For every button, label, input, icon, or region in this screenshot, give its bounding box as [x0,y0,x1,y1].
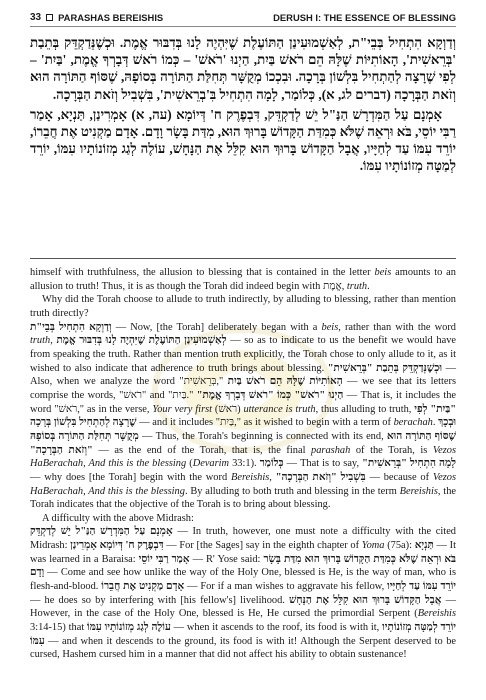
page-number: 33 [30,11,42,23]
hebrew-paragraph: וְדַוְקָא הִתְחִיל בְּבֵי"ת, לְאַשְׁמוּעִינַן הַתּוֹעֶלֶת שֶׁיִּהְיֶה לָנוּ בְּדִבּוּר אֱמֶת. וּכְשֶׁנְּדַקְדֵּק בְּתֵבַת 'בְּרֵאשִׁית', הָאוֹתִיּוֹת שֶׁלָּהּ הֵם רֹאשׁ בַּיִת, הַיְנוּ 'רֹאשׁ' – כְּמוֹ רֹאשׁ דְּבָרְךָ אֱמֶת, 'בַּיִת' – לְפִי שֶׁרָצָה לְהַתְחִיל בִּלְשׁוֹן בְּרָכָה. וּבִכְכוֹ מְקֻשָּׁר תְּחִלַּת הַתּוֹרָה בְּסוֹפָהּ, שֶׁסּוֹף הַתּוֹרָה הוּא וְזֹאת הַבְּרָכָה (דברים לג, א), כְּלוֹמַר, לָמָה הִתְחִיל בִּ'בְרֵאשִׁית', בִּשְׁבִיל וְזֹאת הַבְּרָכָה. [30,35,456,102]
hebrew-paragraph: אָמְנָם עַל הַמִּדְרָשׁ הַנַּ"ל יֵשׁ לְדַקְדֵּק, דִּבְפֶרֶק ח' דְּיוֹמָא (עה, א) אָמְרִינַן, תַּנְיָא, אָמַר רַבִּי יוֹסֵי, בֹּא וּרְאֵה שֶׁלֹּא כְּמִדַּת הַקָּדוֹשׁ בָּרוּךְ הוּא, מִדַּת בָּשָׂר וָדָם. אָדָם מַקְנִיט אֶת חֲבֵרוֹ, יוֹרֵד עִמּוֹ עַד לְחַיָּיו, אֲבָל הַקָּדוֹשׁ בָּרוּךְ הוּא קִלֵּל אֶת הַנָּחָשׁ, עוֹלֶה לְגַג מְזוֹנוֹתָיו עִמּוֹ, יוֹרֵד לְמַטָּה מְזוֹנוֹתָיו עִמּוֹ. [30,106,456,174]
hebrew-text-block [30,34,456,178]
chapter-title: DERUSH I: THE ESSENCE OF BLESSING [273,11,456,23]
english-paragraph: himself with truthfulness, the allusion to blessing that is contained in the letter beis amounts to an allusion to truth! Thus, it is as though the Torah did indeed begin with אֱמֶת, truth. [30,267,456,292]
square-bullet-icon [46,14,53,21]
running-header [30,8,456,27]
section-divider [30,258,456,259]
english-paragraph: Why did the Torah choose to allude to truth indirectly, by alluding to blessing, rather than mention truth directly? [30,294,456,319]
parashah-title: PARASHAS BEREISHIS [58,11,164,23]
header-left [30,12,163,23]
english-paragraph: A difficulty with the above Midrash: [42,512,194,524]
english-paragraph: וְדַוְקָא הִתְחִיל בְּבֵי"ת — Now, [the Torah] deliberately began with a beis, rather than with the word truth, לְאַשְׁמוּעִינַן הַתּוֹעֶלֶת שֶׁיִּהְיֶה לָנוּ בְּדִבּוּר אֱמֶת — so as to indicate to us the benefit we would have from speaking the truth. Rather than mention truth explicitly, the Torah chose to only allude to it, as it wished to also indicate that adherence to truth brings about blessing. וּכְשֶׁנְּדַקְדֵּק בְּתֵבַת "בְּרֵאשִׁית" — Also, when we analyze the word "בְּרֵאשִׁית," הָאוֹתִיּוֹת שֶׁלָּהּ הֵם רֹאשׁ בַּיִת — we see that its letters comprise the words, "רֹאשׁ" and "בַּיִת." הַיְנוּ "רֹאשׁ" כְּמוֹ "רֹאשׁ דְּבָרְךָ אֱמֶת" — That is, it includes the word "רֹאשׁ," as in the verse, Your very first (רֹאשׁ) utterance is truth, thus alluding to truth, "בַּיִת" לְפִי שֶׁרָצָה לְהַתְחִיל בִּלְשׁוֹן בְּרָכָה — and it includes "בַּיִת," as it wished to begin with a term of berachah. וּבְכָךְ מְקֻשָּׁר תְּחִלַּת הַתּוֹרָה בְּסוֹפָהּ — Thus, the Torah's beginning is connected with its end, שֶׁסּוֹף הַתּוֹרָה הוּא "וְזֹאת הַבְּרָכָה" — as the end of the Torah, that is, the final parashah of the Torah, is Vezos HaBerachah, And this is the blessing (Devarim 33:1). כְּלוֹמַר — That is to say, לָמָה הִתְחִיל "בְּרֵאשִׁית" — why does [the Torah] begin with the word Bereishis, בִּשְׁבִיל "וְזֹאת הַבְּרָכָה" — because of Vezos HaBerachah, And this is the blessing. By alluding to both truth and blessing in the term Bereishis, the Torah indicates that the objective of the Torah is to bring about blessing. [30,321,457,511]
english-paragraph: אָמְנָם עַל הַמִּדְרָשׁ הַנַּ"ל יֵשׁ לְדַקְדֵּק — In truth, however, one must note a difficulty with the cited Midrash: דִּבְפֶרֶק ח' דְּיוֹמָא אָמְרִינַן — For [the Sages] say in the eighth chapter of Yoma (75a): תַּנְיָא — It was learned in a Baraisa: אָמַר רַבִּי יוֹסֵי — R' Yose said: בֹּא וּרְאֵה שֶׁלֹּא כְּמִדַּת הַקָּדוֹשׁ בָּרוּךְ הוּא מִדַּת בָּשָׂר וָדָם — Come and see how unlike the way of the Holy One, blessed is He, is the way of man, who is flesh-and-blood. אָדָם מַקְנִיט אֶת חֲבֵרוֹ — For if a man wishes to aggravate his fellow, יוֹרֵד עִמּוֹ עַד לְחַיָּיו — he does so by interfering with [his fellow's] livelihood. אֲבָל הַקָּדוֹשׁ בָּרוּךְ הוּא קִלֵּל אֶת הַנָּחָשׁ — However, in the case of the Holy One, blessed is He, He cursed the primordial Serpent (Bereishis 3:14-15) that עוֹלֶה לְגַג מְזוֹנוֹתָיו עִמּוֹ — when it ascends to the roof, its food is with it, יוֹרֵד לְמַטָּה מְזוֹנוֹתָיו עִמּוֹ — and when it descends to the ground, its food is with it! Although the Serpent deserved to be cursed, Hashem cursed him in a manner that did not affect his ability to obtain sustenance! [30,526,457,661]
english-commentary [30,266,456,662]
